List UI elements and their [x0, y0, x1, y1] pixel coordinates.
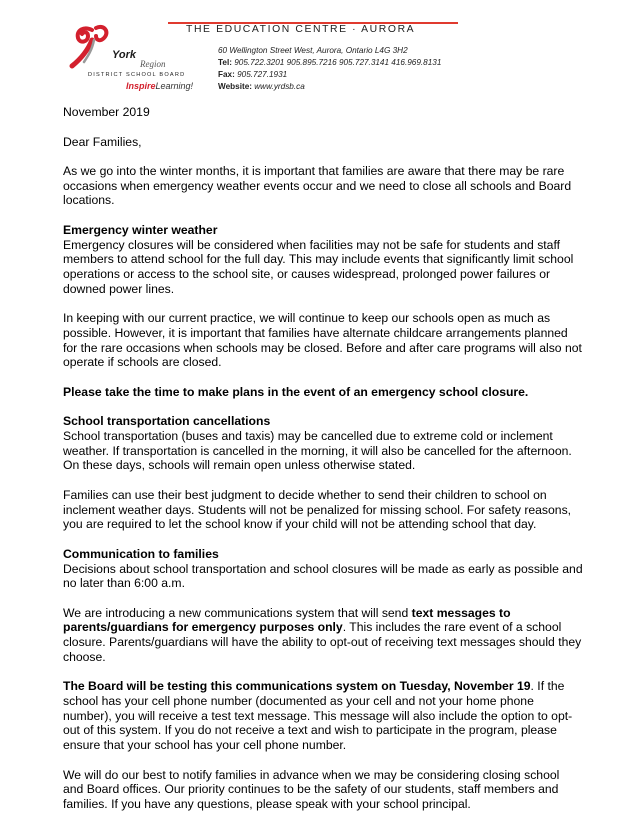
fax-line: Fax: 905.727.1931	[218, 70, 288, 79]
closing-paragraph: We will do our best to notify families in advance when we may be considering closing school and Board offices. Our priority continues to be the safety of our students, staff members and families. If you have any questions, please speak with your school principal.	[63, 767, 560, 812]
tel-line: Tel: 905.722.3201 905.895.7216 905.727.3141 416.969.8131	[218, 58, 442, 67]
judgment-paragraph: Families can use their best judgment to decide whether to send their children to school on inclement weather days. Students will not be penalized for missing school. For safety reasons, you are required to let the school know if your child will not be attending school that day.	[63, 487, 572, 532]
testing-paragraph: The Board will be testing this communications system on Tuesday, November 19. If the school has your cell phone number (documented as your cell and not your home phone number), you will receive a test text message. This message will also include the option to opt-out of this system. If you do not receive a text and wish to participate in the program, please ensure that your school has your cell phone number.	[63, 679, 573, 753]
section-heading: Emergency winter weather	[63, 222, 218, 237]
section-text: Emergency closures will be considered when facilities may not be safe for students and staff members to attend school for the full day. This may include events that significantly limit school operations or access to the school site, or causes widespread, prolonged power failures or downed power lines.	[63, 237, 574, 296]
letterhead	[0, 0, 637, 100]
section-communication	[63, 547, 583, 591]
logo-dsb-text: DISTRICT SCHOOL BOARD	[88, 72, 186, 78]
logo-region-text: Region	[140, 59, 166, 69]
letter-body	[63, 105, 583, 827]
section-emergency-weather	[63, 223, 583, 297]
logo-tagline: InspireLearning!	[126, 81, 194, 91]
plan-notice: Please take the time to make plans in the event of an emergency school closure.	[63, 384, 529, 399]
logo-york-text: York	[112, 49, 137, 61]
york-region-mark-icon	[62, 22, 122, 72]
section-transportation	[63, 414, 583, 473]
section-heading: Communication to families	[63, 546, 219, 561]
section-heading: School transportation cancellations	[63, 414, 271, 429]
centre-name: THE EDUCATION CENTRE · AURORA	[186, 24, 416, 35]
yrdsb-logo	[62, 22, 192, 96]
section-text: School transportation (buses and taxis) may be cancelled due to extreme cold or inclement weather. If transportation is cancelled in the morning, it will also be cancelled for the afternoon. On these days, schools will remain open unless otherwise stated.	[63, 429, 572, 473]
section-text: Decisions about school transportation and school closures will be made as early as possible and no later than 6:00 a.m.	[63, 561, 583, 591]
website-line: Website: www.yrdsb.ca	[218, 82, 305, 91]
letter-date: November 2019	[63, 105, 150, 119]
address-line: 60 Wellington Street West, Aurora, Ontario L4G 3H2	[218, 46, 408, 55]
current-practice-paragraph: In keeping with our current practice, we will continue to keep our schools open as much as possible. However, it is important that families have alternate childcare arrangements planned for the rare occasions when schools may be closed. Before and after care programs will also not operate if schools are closed.	[63, 311, 582, 370]
salutation: Dear Families,	[63, 134, 142, 149]
text-messages-paragraph: We are introducing a new communications system that will send text messages to parents/guardians for emergency purposes only. This includes the rare event of a school closure. Parents/guardians will have the ability to opt-out of receiving text messages should they choose.	[63, 605, 582, 664]
intro-paragraph: As we go into the winter months, it is important that families are aware that there may be rare occasions when emergency weather events occur and we need to close all schools and Board locations.	[63, 164, 572, 208]
